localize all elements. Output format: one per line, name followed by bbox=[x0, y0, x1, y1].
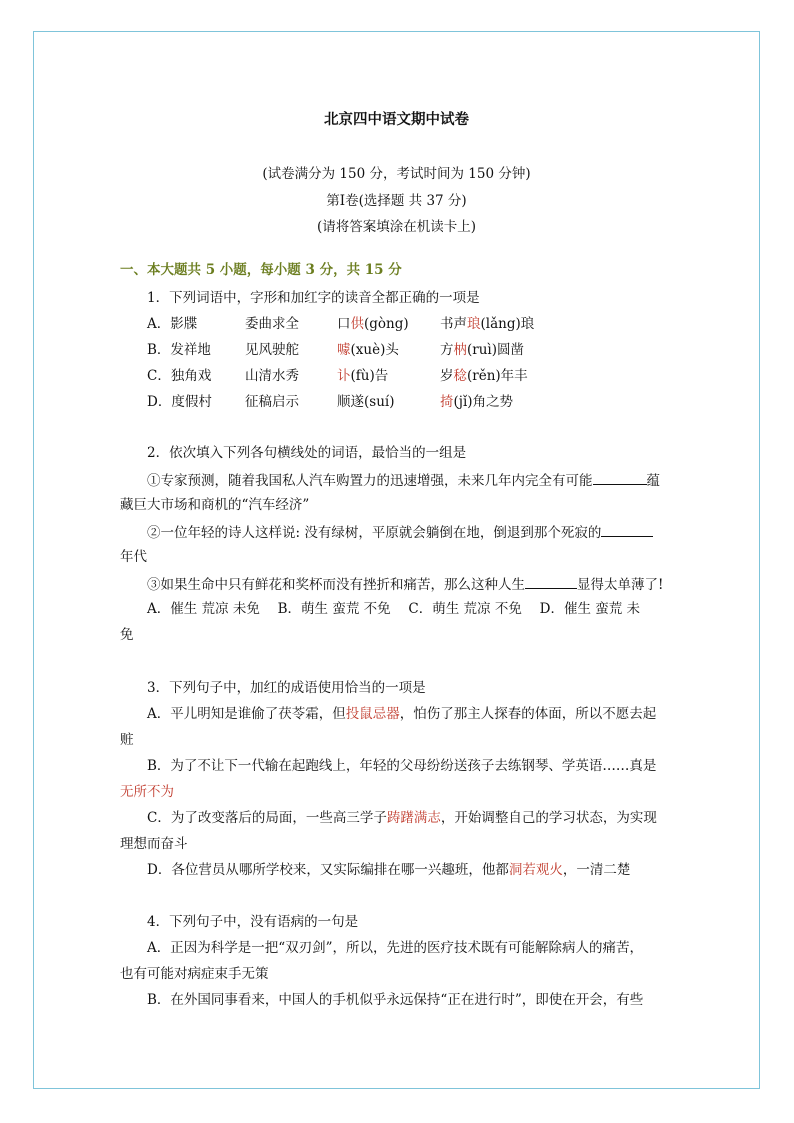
question-4-stem: 4．下列句子中，没有语病的一句是 bbox=[147, 914, 359, 930]
q1-option-b-word3: 噱(xuè)头 bbox=[337, 342, 399, 358]
q4-option-a-cont: 也有可能对病症束手无策 bbox=[120, 966, 269, 982]
q4-option-a: A．正因为科学是一把“双刃剑”，所以，先进的医疗技术既有可能解除病人的痛苦， bbox=[147, 940, 644, 956]
q1-option-c-word3: 讣(fù)告 bbox=[337, 368, 389, 384]
q3-option-d: D．各位营员从哪所学校来，又实际编排在哪一兴趣班，他都洞若观火，一清二楚 bbox=[147, 862, 631, 878]
q1-option-d-word3: 顺遂(suí) bbox=[337, 394, 395, 410]
exam-info-score: (试卷满分为 150 分，考试时间为 150 分钟) bbox=[262, 166, 531, 182]
q1-option-a-word4: 书声琅(lǎng)琅 bbox=[440, 316, 535, 332]
q1-option-c-label: C．独角戏 bbox=[147, 368, 212, 384]
q2-sentence-1: ①专家预测，随着我国私人汽车购置力的迅速增强，未来几年内完全有可能 蕴 bbox=[147, 470, 660, 490]
q4-option-b: B．在外国同事看来，中国人的手机似乎永远保持“正在进行时”，即使在开会，有些 bbox=[147, 992, 644, 1008]
q2-sentence-1-cont: 藏巨大市场和商机的“汽车经济” bbox=[120, 497, 310, 513]
question-1-stem: 1．下列词语中，字形和加红字的读音全都正确的一项是 bbox=[147, 290, 480, 306]
section-heading: 一、本大题共 5 小题，每小题 3 分，共 15 分 bbox=[120, 262, 402, 278]
q2-sentence-2: ②一位年轻的诗人这样说: 没有绿树，平原就会躺倒在地，倒退到那个死寂的 bbox=[147, 522, 653, 542]
q2-blank-2 bbox=[601, 522, 653, 537]
q3-option-a: A．平儿明知是谁偷了茯苓霜，但投鼠忌器，怕伤了那主人探春的体面，所以不愿去起 bbox=[147, 706, 657, 722]
q2-sentence-2-cont: 年代 bbox=[120, 549, 147, 565]
q3-option-a-cont: 赃 bbox=[120, 732, 134, 748]
question-3-stem: 3．下列句子中，加红的成语使用恰当的一项是 bbox=[147, 680, 426, 696]
q3-option-b: B．为了不让下一代输在起跑线上，年轻的父母纷纷送孩子去练钢琴、学英语……真是 bbox=[147, 758, 657, 774]
q1-option-a-label: A．影牒 bbox=[147, 316, 198, 332]
q1-option-c-word2: 山清水秀 bbox=[245, 368, 299, 384]
exam-title: 北京四中语文期中试卷 bbox=[324, 111, 469, 128]
q2-sentence-3: ③如果生命中只有鲜花和奖杯而没有挫折和痛苦，那么这种人生 显得太单薄了! bbox=[147, 574, 663, 594]
q3-option-b-cont: 无所不为 bbox=[120, 784, 174, 800]
question-2-stem: 2．依次填入下列各句横线处的词语，最恰当的一组是 bbox=[147, 445, 467, 461]
q1-option-c-word4: 岁稔(rěn)年丰 bbox=[440, 368, 528, 384]
q2-options-cont: 免 bbox=[120, 627, 134, 643]
q3-option-c-cont: 理想而奋斗 bbox=[120, 836, 188, 852]
q2-options: A．催生 荒凉 未免 B．萌生 蛮荒 不免 C．萌生 荒凉 不免 D．催生 蛮荒 未 bbox=[147, 601, 641, 617]
q1-option-b-word2: 见风驶舵 bbox=[245, 342, 299, 358]
q1-option-b-word4: 方枘(ruì)圆凿 bbox=[440, 342, 524, 358]
q2-blank-1 bbox=[593, 470, 647, 485]
q1-option-d-word4: 掎(jǐ)角之势 bbox=[440, 394, 514, 410]
q2-blank-3 bbox=[525, 574, 577, 589]
q1-option-a-word2: 委曲求全 bbox=[245, 316, 299, 332]
exam-info-part: 第Ⅰ卷(选择题 共 37 分) bbox=[326, 193, 467, 209]
q1-option-d-label: D．度假村 bbox=[147, 394, 212, 410]
q1-option-b-label: B．发祥地 bbox=[147, 342, 211, 358]
exam-info-instruction: (请将答案填涂在机读卡上) bbox=[316, 219, 477, 235]
q1-option-d-word2: 征稿启示 bbox=[245, 394, 299, 410]
q3-option-c: C．为了改变落后的局面，一些高三学子踌躇满志，开始调整自己的学习状态，为实现 bbox=[147, 810, 657, 826]
q1-option-a-word3: 口供(gòng) bbox=[337, 316, 409, 332]
